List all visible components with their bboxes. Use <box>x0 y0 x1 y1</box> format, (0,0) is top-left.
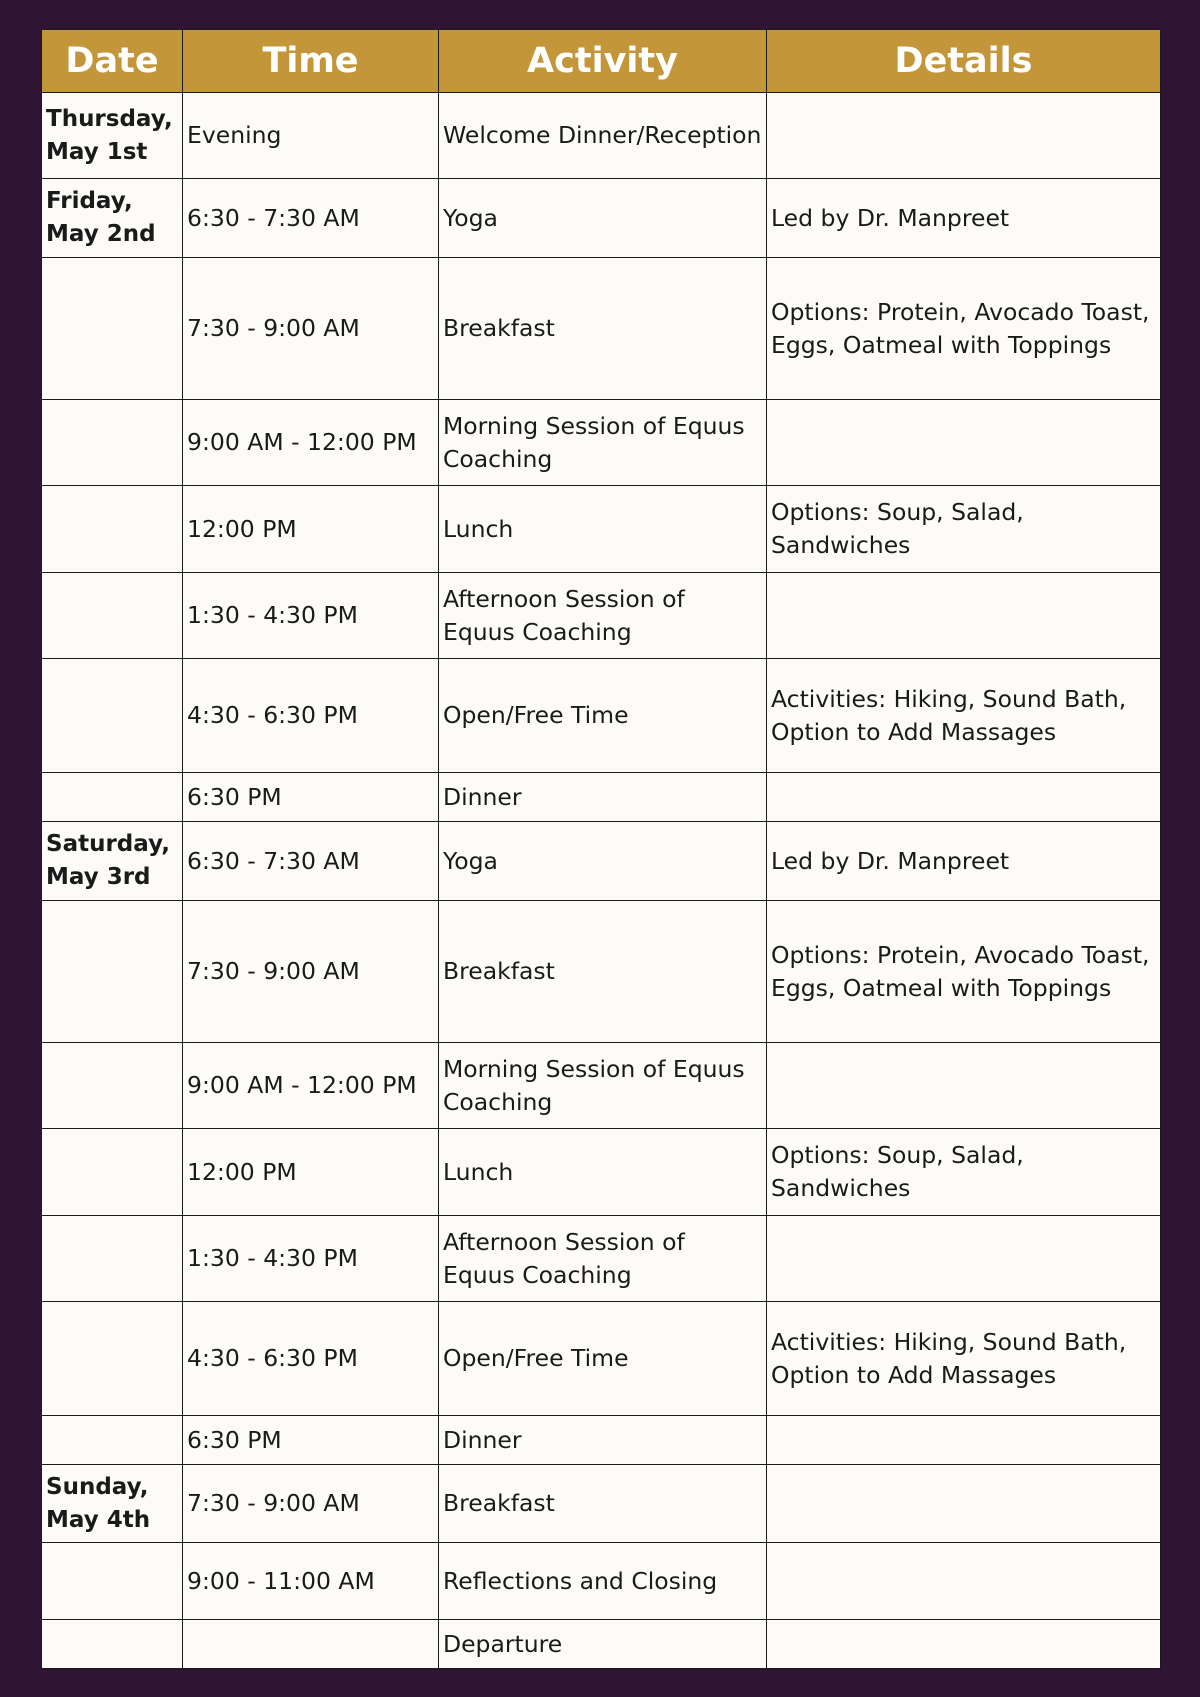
date-cell <box>42 486 183 573</box>
table-row <box>42 1620 1161 1669</box>
table-row <box>42 179 1161 258</box>
time-cell: 6:30 - 7:30 AM <box>183 822 439 901</box>
table-row <box>42 1465 1161 1543</box>
date-cell <box>42 258 183 400</box>
details-cell: Led by Dr. Manpreet <box>767 822 1161 901</box>
date-cell <box>42 773 183 822</box>
table-row <box>42 1216 1161 1302</box>
time-cell <box>183 1620 439 1669</box>
header-activity: Activity <box>439 30 767 93</box>
table-row <box>42 1543 1161 1620</box>
time-cell: 12:00 PM <box>183 486 439 573</box>
date-cell <box>42 573 183 659</box>
activity-cell: Open/Free Time <box>439 659 767 773</box>
table-row <box>42 400 1161 486</box>
activity-cell: Open/Free Time <box>439 1302 767 1416</box>
header-row <box>42 30 1161 93</box>
details-cell <box>767 1620 1161 1669</box>
activity-cell: Afternoon Session of Equus Coaching <box>439 573 767 659</box>
activity-cell: Yoga <box>439 179 767 258</box>
details-cell: Options: Protein, Avocado Toast, Eggs, Oatmeal with Toppings <box>767 258 1161 400</box>
activity-cell: Dinner <box>439 773 767 822</box>
date-cell <box>42 1302 183 1416</box>
header-details: Details <box>767 30 1161 93</box>
table-row <box>42 258 1161 400</box>
details-cell <box>767 1043 1161 1129</box>
time-cell: 12:00 PM <box>183 1129 439 1216</box>
time-cell: 7:30 - 9:00 AM <box>183 258 439 400</box>
table-row <box>42 486 1161 573</box>
table-row <box>42 1416 1161 1465</box>
header-time: Time <box>183 30 439 93</box>
table-row <box>42 659 1161 773</box>
table-row <box>42 573 1161 659</box>
details-cell <box>767 400 1161 486</box>
activity-cell: Departure <box>439 1620 767 1669</box>
date-cell <box>42 1129 183 1216</box>
details-cell: Activities: Hiking, Sound Bath, Option to Add Massages <box>767 659 1161 773</box>
time-cell: 1:30 - 4:30 PM <box>183 573 439 659</box>
time-cell: 9:00 AM - 12:00 PM <box>183 400 439 486</box>
time-cell: 7:30 - 9:00 AM <box>183 901 439 1043</box>
table-header <box>42 30 1161 93</box>
date-cell: Thursday, May 1st <box>42 93 183 179</box>
details-cell: Led by Dr. Manpreet <box>767 179 1161 258</box>
activity-cell: Breakfast <box>439 258 767 400</box>
table-body <box>42 93 1161 1669</box>
table-row <box>42 1302 1161 1416</box>
activity-cell: Welcome Dinner/Reception <box>439 93 767 179</box>
date-cell: Friday, May 2nd <box>42 179 183 258</box>
date-cell: Sunday, May 4th <box>42 1465 183 1543</box>
details-cell <box>767 1465 1161 1543</box>
activity-cell: Lunch <box>439 1129 767 1216</box>
table-row <box>42 773 1161 822</box>
activity-cell: Lunch <box>439 486 767 573</box>
activity-cell: Morning Session of Equus Coaching <box>439 400 767 486</box>
time-cell: Evening <box>183 93 439 179</box>
table-row <box>42 901 1161 1043</box>
table-row <box>42 93 1161 179</box>
header-date: Date <box>42 30 183 93</box>
activity-cell: Afternoon Session of Equus Coaching <box>439 1216 767 1302</box>
activity-cell: Morning Session of Equus Coaching <box>439 1043 767 1129</box>
time-cell: 9:00 - 11:00 AM <box>183 1543 439 1620</box>
date-cell <box>42 400 183 486</box>
details-cell <box>767 1416 1161 1465</box>
table-row <box>42 1043 1161 1129</box>
time-cell: 6:30 PM <box>183 1416 439 1465</box>
activity-cell: Dinner <box>439 1416 767 1465</box>
time-cell: 6:30 - 7:30 AM <box>183 179 439 258</box>
time-cell: 1:30 - 4:30 PM <box>183 1216 439 1302</box>
details-cell <box>767 1216 1161 1302</box>
schedule-table <box>41 29 1161 1669</box>
date-cell <box>42 1043 183 1129</box>
details-cell <box>767 573 1161 659</box>
table-row <box>42 822 1161 901</box>
time-cell: 9:00 AM - 12:00 PM <box>183 1043 439 1129</box>
table-row <box>42 1129 1161 1216</box>
date-cell: Saturday, May 3rd <box>42 822 183 901</box>
time-cell: 4:30 - 6:30 PM <box>183 659 439 773</box>
details-cell <box>767 1543 1161 1620</box>
activity-cell: Reflections and Closing <box>439 1543 767 1620</box>
date-cell <box>42 1416 183 1465</box>
details-cell: Options: Soup, Salad, Sandwiches <box>767 486 1161 573</box>
date-cell <box>42 1216 183 1302</box>
details-cell: Options: Soup, Salad, Sandwiches <box>767 1129 1161 1216</box>
date-cell <box>42 1543 183 1620</box>
time-cell: 7:30 - 9:00 AM <box>183 1465 439 1543</box>
details-cell <box>767 773 1161 822</box>
activity-cell: Breakfast <box>439 901 767 1043</box>
date-cell <box>42 659 183 773</box>
time-cell: 4:30 - 6:30 PM <box>183 1302 439 1416</box>
activity-cell: Yoga <box>439 822 767 901</box>
details-cell: Activities: Hiking, Sound Bath, Option to Add Massages <box>767 1302 1161 1416</box>
details-cell <box>767 93 1161 179</box>
activity-cell: Breakfast <box>439 1465 767 1543</box>
time-cell: 6:30 PM <box>183 773 439 822</box>
date-cell <box>42 1620 183 1669</box>
details-cell: Options: Protein, Avocado Toast, Eggs, Oatmeal with Toppings <box>767 901 1161 1043</box>
date-cell <box>42 901 183 1043</box>
